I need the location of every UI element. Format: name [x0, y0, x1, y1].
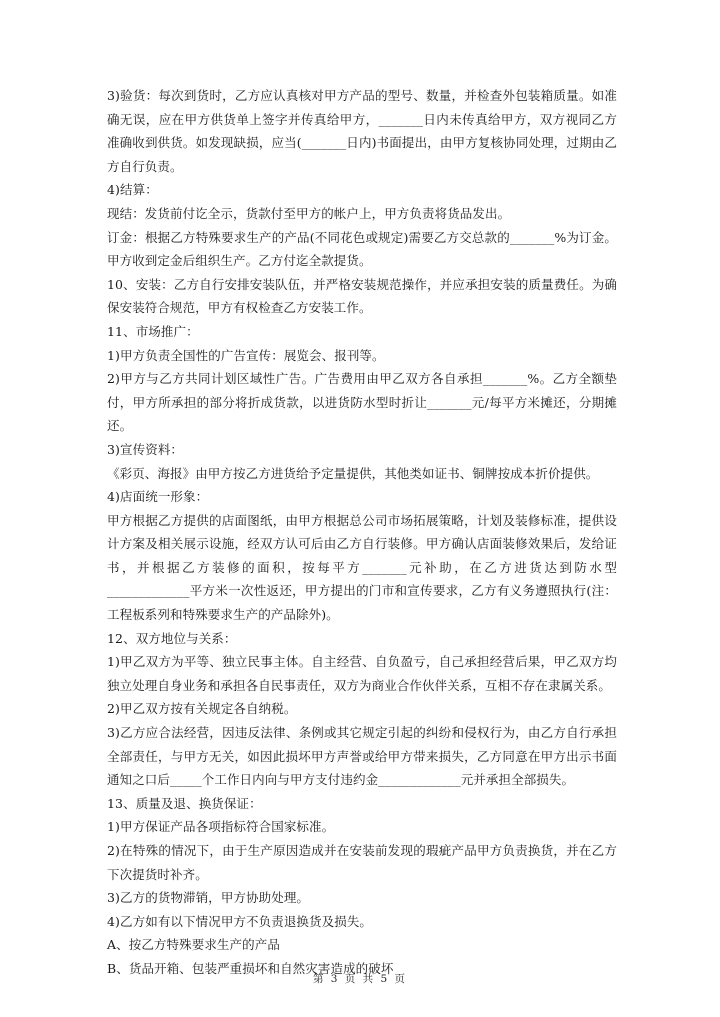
paragraph-store-design: 甲方根据乙方提供的店面图纸，由甲方根据总公司市场拓展策略，计划及装修标准，提供设计方案及相关展示设施，经双方认可后由乙方自行装修。甲方确认店面装修效果后，发给证书，并根据乙方装修的面积，按每平方_______元补助，在乙方进货达到防水型_____________平方米一次性返还，甲方提出的门市和宣传要求，乙方有义务遵照执行(注：工程板系列和特殊要求生产的产品除外)。	[107, 512, 617, 623]
section-heading-marketing: 11、市场推广：	[107, 323, 199, 339]
paragraph-taxes: 2)甲乙双方按有关规定各自纳税。	[107, 701, 297, 717]
paragraph-promo-materials-heading: 3)宣传资料：	[107, 441, 184, 457]
paragraph-brochures: 《彩页、海报》由甲方按乙方进货给予定量提供，其他类如证书、铜牌按成本折价提供。	[107, 465, 599, 481]
paragraph-defect-exchange: 2)在特殊的情况下，由于生产原因造成并在安装前发现的瑕疵产品甲方负责换货，并在乙方下次提货时补齐。	[107, 843, 617, 882]
paragraph-national-standard: 1)甲方保证产品各项指标符合国家标准。	[107, 819, 335, 835]
section-heading-relationship: 12、双方地位与关系：	[107, 630, 237, 646]
paragraph-exclusions: 4)乙方如有以下情况甲方不负责退换货及损失。	[107, 913, 373, 929]
paragraph-independent-parties: 1)甲乙双方为平等、独立民事主体。自主经营、自负盈亏，自己承担经营后果，甲乙双方均独立处理自身业务和承担各自民事责任，双方为商业合作伙伴关系，互相不存在隶属关系。	[107, 654, 617, 693]
paragraph-national-ads: 1)甲方负责全国性的广告宣传：展览会、报刊等。	[107, 347, 385, 363]
list-item-b: B、货品开箱、包装严重损坏和自然灾害造成的破坏	[107, 960, 394, 976]
paragraph-slow-sales: 3)乙方的货物滞销，甲方协助处理。	[107, 890, 310, 906]
paragraph-regional-ads: 2)甲方与乙方共同计划区域性广告。广告费用由甲乙双方各自承担_______%。乙方全额垫付，甲方所承担的部分将折成货款，以进货防水型时折让_______元/每平方米摊还，分期摊还。	[107, 371, 617, 434]
paragraph-cash-settlement: 现结：发货前付讫全示，货款付至甲方的帐户上，甲方负责将货品发出。	[107, 205, 511, 221]
paragraph-inspection: 3)验货：每次到货时，乙方应认真核对甲方产品的型号、数量，并检查外包装箱质量。如准确无误，应在甲方供货单上签字并传真给甲方，_______日内未传真给甲方，双方视同乙方准确收到供货。如发现缺损，应当(_______日内)书面提出，由甲方复核协同处理，过期由乙方自行负责。	[107, 88, 617, 174]
paragraph-deposit: 订金：根据乙方特殊要求生产的产品(不同花色或规定)需要乙方交总款的_______%为订金。甲方收到定金后组织生产。乙方付迄全款提货。	[107, 229, 617, 269]
paragraph-legal-operation: 3)乙方应合法经营，因违反法律、条例或其它规定引起的纠纷和侵权行为，由乙方自行承担全部责任，与甲方无关，如因此损坏甲方声誉或给甲方带来损失，乙方同意在甲方出示书面通知之口后_____个工作日内向与甲方支付违约金_____________元并承担全部损失。	[107, 725, 617, 788]
document-body	[107, 84, 617, 981]
paragraph-store-image-heading: 4)店面统一形象：	[107, 489, 209, 505]
list-item-a: A、按乙方特殊要求生产的产品	[107, 937, 280, 953]
paragraph-installation: 10、安装：乙方自行安排安装队伍，并严格安装规范操作，并应承担安装的质量费任。为确保安装符合规范，甲方有权检查乙方安装工作。	[107, 276, 617, 316]
paragraph-settlement-heading: 4)结算：	[107, 182, 158, 198]
page-footer: 第 3 页 共 5 页	[312, 973, 408, 985]
section-heading-quality: 13、质量及退、换货保证：	[107, 795, 262, 811]
